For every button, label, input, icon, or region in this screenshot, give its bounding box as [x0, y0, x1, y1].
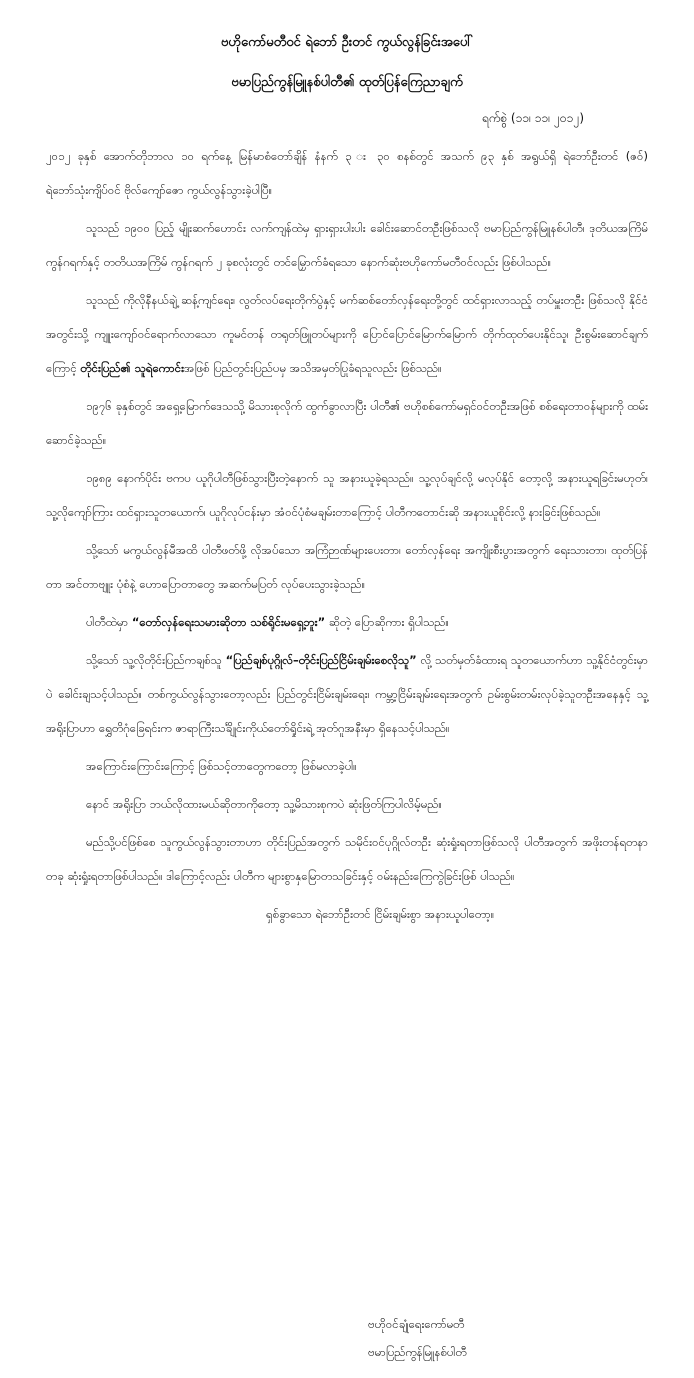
paragraph-text: သူသည် ကိုလိုနီနယ်ချဲ့ ဆန့်ကျင်ရေး၊ လွတ်လပ်ရေးတိုက်ပွဲနှင့် မက်ဆစ်တော်လှန်ရေးတို့တွင် ထင်ရှားလာသည့် တပ်မှူးတဦး ဖြစ်သလို နိုင်ငံအတွင်းသို့ ကျူးကျော်ဝင်ရောက်လာသော ကူမင်တန် တရုတ်ဖြူတပ်များကို ပြောင်ပြောင်မြောက်မြောက် တိုက်ထုတ်ပေးနိုင်သူ၊ ဦးစွမ်းဆောင်ချက်ကြောင့် — [46, 293, 648, 375]
paragraph-emphasis: “တော်လှန်ရေးသမားဆိုတာ သစ်ရိုင်းမရှေ့ဘူး” — [131, 615, 326, 629]
paragraph-text: အကြောင်းကြောင်းကြောင့် ဖြစ်သင့်တာတွေကတော့ ဖြစ်မလာခဲ့ပါ။ — [86, 759, 357, 773]
signature-line-committee: ဗဟိုဝင်ချုံရေးကော်မတီ — [368, 1317, 465, 1331]
paragraph-text: ၂၀၁၂ ခုနှစ် အောက်တိုဘာလ ၁၀ ရက်နေ့ မြန်မာစံတော်ချိန် နံနက် ၃ း ၃၀ စနစ်တွင် အသက် ၉၃ နှစ် အရွယ်ရှိ ရဲဘော်ဦးတင် (ဇဝ်) ရဲဘော်သုံးကျိပ်ဝင် ဗိုလ်ကျော်ဇော ကွယ်လွန်သွားခဲ့ပါပြီ။ — [46, 149, 648, 197]
paragraph-text-tail: ဆိုတဲ့ ပြောဆိုကား ရှိပါသည်။ — [325, 615, 449, 629]
paragraph-emphasis: တိုင်းပြည်၏ သူရဲကောင်း — [80, 361, 185, 375]
paragraph-text: သို့သော် မကွယ်လွန်မီအထိ ပါတီဖတ်ဖို့ လိုအပ်သော အကြံဉာဏ်များပေးတာ၊ တော်လှန်ရေး အကျိုးစီးပွားအတွက် ရေးသားတာ၊ ထုတ်ပြန်တာ အင်တာဗျူး ပုံစံနဲ့ ဟောပြောတာတွေ အဆက်မပြတ် လုပ်ပေးသွားခဲ့သည်။ — [46, 543, 648, 591]
paragraph-text: ပါတီထဲမှာ — [86, 615, 132, 629]
paragraph-text: ၁၉၈၉ နောက်ပိုင်း ဗကပ ယူဂိုပါတီဖြစ်သွားပြီးတဲ့နောက် သူ အနားယူခဲ့ရသည်။ သူ့လုပ်ချင်လို့ မလုပ်နိုင် တော့လို့ အနားယူရခြင်းမဟုတ်၊ သူ့လိုကျော်ကြား ထင်ရှားသူတယောက်၊ ယူဂိုလုပ်ငန်းမှာ အံဝင်ပုံစံမချမ်းတာကြောင့် ပါတီကတောင်းဆို အနားယူစိုင်းလို့ နားခြင်းဖြစ်သည်။ — [46, 471, 648, 519]
paragraph-text-tail: အဖြစ် ပြည်တွင်းပြည်ပမှ အသိအမှတ်ပြုခံရသူလည်း ဖြစ်သည်။ — [184, 361, 442, 375]
paragraph — [46, 211, 648, 279]
paragraph — [46, 389, 648, 457]
paragraph-text: နောင် အရိုးပြာ ဘယ်လိုထားမယ်ဆိုတာကိုတော့ သူ့မိသားစုကပဲ ဆုံးဖြတ်ကြပါလိမ့်မည်။ — [86, 797, 442, 811]
paragraph-text: မည်သို့ပင်ဖြစ်စေ သူကွယ်လွန်သွားတာဟာ တိုင်းပြည်အတွက် သမိုင်းဝင်ပုဂ္ဂိုလ်တဦး ဆုံးရှုံးရတာဖြစ်သလို ပါတီအတွက် အဖိုးတန်ရတနာတခု ဆုံးရှုံးရတာဖြစ်ပါသည်။ ဒါကြောင့်လည်း ပါတီက များစွာနှမြောတသခြင်းနှင့် ဝမ်းနည်းကြေကွဲခြင်းဖြစ် ပါသည်။ — [46, 835, 648, 883]
paragraph — [46, 283, 648, 385]
paragraph-text-tail: လို့ သတ်မှတ်ခံထားရ သူတယောက်ဟာ သူ့နိုင်ငံတွင်းမှာပဲ ခေါင်းချသင့်ပါသည်။ တစ်ကွယ်လွန်သွားတော့လည်း ပြည်တွင်းငြိမ်းချမ်းရေး၊ ကမ္ဘာ့ငြိမ်းချမ်းရေးအတွက် ဥမ်းစွမ်းတမ်းလုပ်ခဲ့သူတဦးအနေနှင့် သူ့အရိုးပြာဟာ ရွှေတိဂုံခြေရင်းက ဇာရာကြီးသင်္ချိုင်းကိုယ်တော်ရှိုင်းရဲ့ အုတ်ဂူအနီးမှာ ရှိနေသင့်ပါသည်။ — [46, 653, 648, 735]
statement-body — [46, 139, 648, 893]
signature-line-party: ဗမာပြည်ကွန်မြူနစ်ပါတီ — [368, 1345, 467, 1359]
paragraph — [46, 139, 648, 207]
paragraph — [46, 643, 648, 745]
document-subtitle: ဗမာပြည်ကွန်မြူနစ်ပါတီ၏ ထုတ်ပြန်ကြေညာချက် — [231, 75, 463, 90]
paragraph — [46, 749, 648, 783]
paragraph-text: ၁၉၇၆ ခုနှစ်တွင် အရှေ့မြောက်ဒေသသို့ မိသားစုလိုက် ထွက်ခွာလာပြီး ပါတီ၏ ဗဟိုစစ်ကော်မရှင်ဝင်တဦးအဖြစ် စစ်ရေးတာဝန်များကို ထမ်းဆောင်ခဲ့သည်။ — [46, 399, 648, 447]
document-date: ရက်စွဲ (၁၁၊ ၁၁၊ ၂၀၁၂) — [481, 111, 584, 125]
paragraph-emphasis: “ပြည်ချစ်ပုဂ္ဂိုလ်–တိုင်းပြည်ငြိမ်းချမ်းစေလိုသူ” — [225, 653, 417, 667]
paragraph — [46, 605, 648, 639]
paragraph — [46, 461, 648, 529]
paragraph-text: သူသည် ၁၉၀၀ ပြည့် မျိုးဆက်ဟောင်း လက်ကျန်ထဲမှ ရှားရှားပါးပါး ခေါင်းဆောင်တဦးဖြစ်သလို ဗမာပြည်ကွန်မြူနစ်ပါတီ၊ ဒုတိယအကြိမ် ကွန်ဂရက်နှင့် တတိယအကြိမ် ကွန်ဂရက် ၂ ခုစလုံးတွင် တင်မြှောက်ခံရသော နောက်ဆုံးဗဟိုကော်မတီဝင်လည်း ဖြစ်ပါသည်။ — [46, 221, 648, 269]
signature-block — [368, 1310, 467, 1366]
paragraph — [46, 825, 648, 893]
paragraph — [46, 787, 648, 821]
document-title: ဗဟိုကော်မတီဝင် ရဲဘော် ဦးတင် ကွယ်လွန်ခြင်းအပေါ် — [220, 35, 474, 50]
paragraph — [46, 533, 648, 601]
paragraph-text: သို့သော် သူ့လိုတိုင်းပြည်ကချစ်သူ — [86, 653, 226, 667]
closing-line: ရှစ်ခွာသော ရဲဘော်ဦးတင် ငြိမ်းချမ်းစွာ အနားယူပါတော့။ — [266, 907, 495, 921]
